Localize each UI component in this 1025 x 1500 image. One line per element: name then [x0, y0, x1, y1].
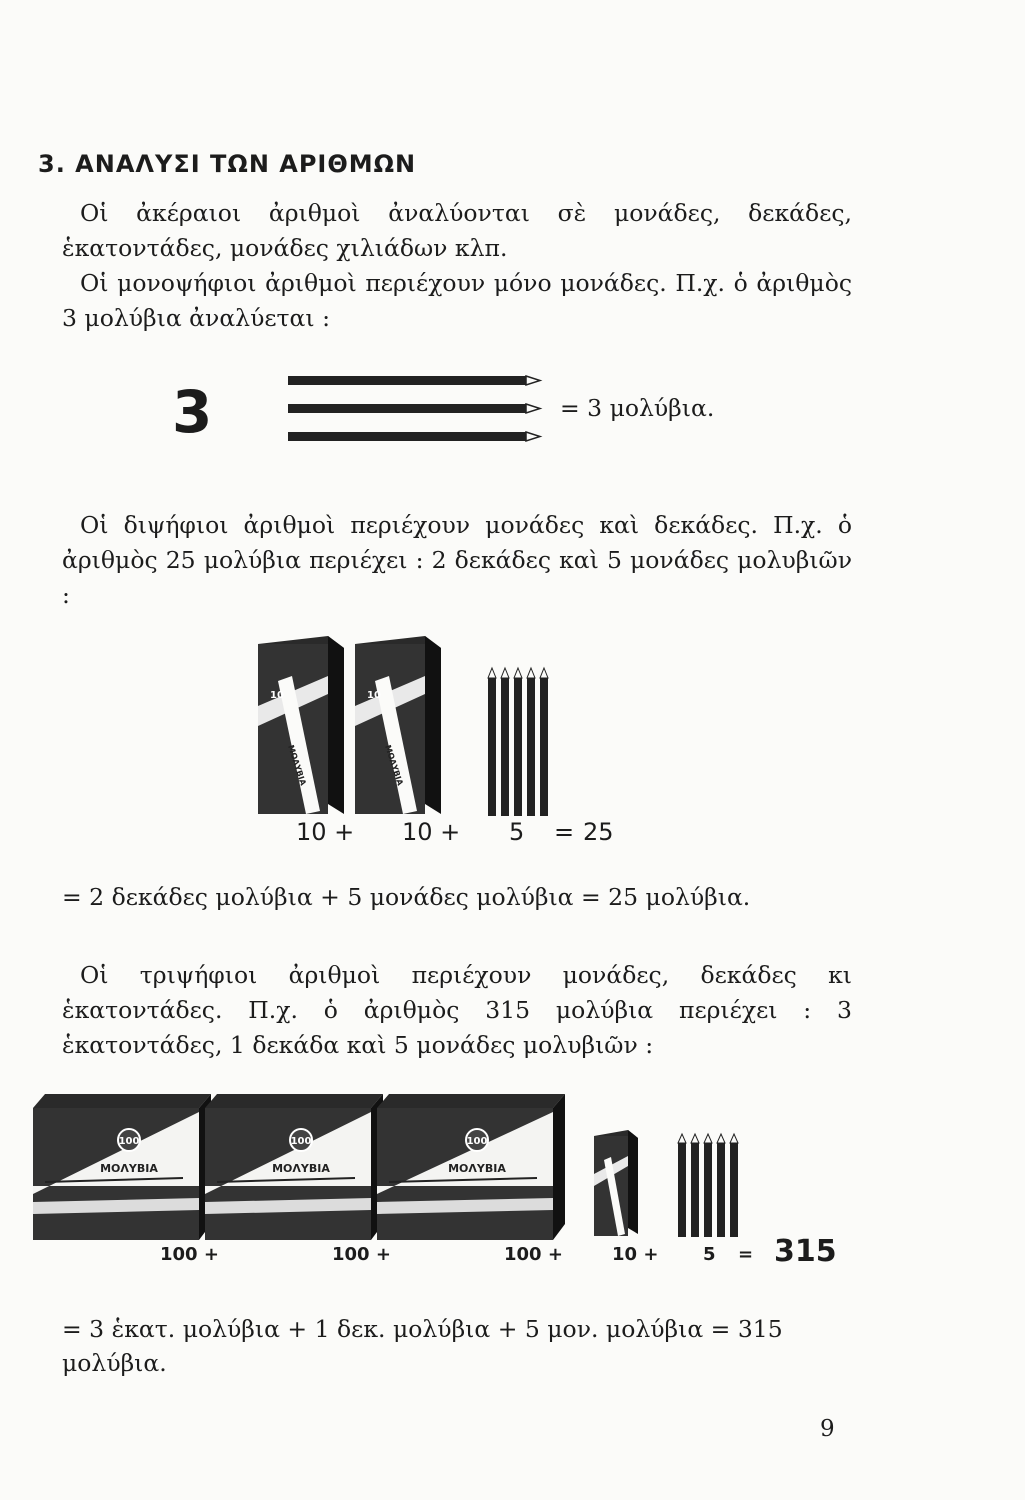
pencil — [678, 1134, 686, 1237]
paragraph-three-digit — [62, 958, 852, 1063]
box-of-ten-pencils — [355, 636, 441, 820]
pencil — [288, 404, 540, 413]
box-of-ten-pencils — [594, 1130, 638, 1238]
pencil — [730, 1134, 738, 1237]
pencil — [717, 1134, 725, 1237]
eq315-term-ten: 10 + — [612, 1244, 659, 1265]
eq25-result: 25 — [583, 818, 614, 846]
pencil — [488, 668, 496, 816]
eq25-term-five: 5 — [509, 818, 525, 846]
box-of-ten-word: ΜΟΛΥΒΙΑ — [286, 743, 308, 787]
page-number: 9 — [820, 1416, 835, 1442]
five-single-pencils — [678, 1134, 742, 1238]
paragraph-integers — [62, 196, 852, 266]
box-of-hundred-pencils — [205, 1094, 383, 1240]
three-pencils-illustration — [288, 372, 548, 452]
box-of-hundred-pencils — [33, 1094, 211, 1240]
paragraph-two-digit-text: Οἱ διψήφιοι ἀριθμοὶ περιέχουν μονάδες καὶ δεκάδες. Π.χ. ὁ ἀριθμὸς 25 μολύβια περιέχει : 2 δεκάδες καὶ 5 μονάδες μολυβιῶν : — [62, 511, 852, 609]
pencil — [288, 376, 540, 385]
box-of-hundred-label: 100 — [466, 1136, 488, 1147]
eq315-equals: = — [738, 1244, 754, 1265]
box-of-hundred-word: ΜΟΛΥΒΙΑ — [272, 1162, 330, 1175]
paragraph-integers-text: Οἱ ἀκέραιοι ἀριθμοὶ ἀναλύονται σὲ μονάδες, δεκάδες, ἑκατοντάδες, μονάδες χιλιάδων κλπ. — [62, 199, 852, 262]
five-single-pencils — [488, 668, 552, 818]
pencil — [514, 668, 522, 816]
example315-result-line: = 3 ἑκατ. μολύβια + 1 δεκ. μολύβια + 5 μον. μολύβια = 315 — [62, 1315, 783, 1343]
paragraph-single-digit — [62, 266, 852, 336]
eq315-term-hundred-c: 100 + — [504, 1244, 563, 1265]
box-of-hundred-label: 100 — [290, 1136, 312, 1147]
eq25-term-ten-b: 10 + — [402, 818, 461, 846]
paragraph-single-digit-text: Οἱ μονοψήφιοι ἀριθμοὶ περιέχουν μόνο μονάδες. Π.χ. ὁ ἀριθμὸς 3 μολύβια ἀναλύεται : — [62, 269, 852, 332]
eq25-term-ten-a: 10 + — [296, 818, 355, 846]
three-equation: = 3 μολύβια. — [560, 394, 715, 422]
paragraph-two-digit — [62, 508, 852, 613]
eq315-term-hundred-b: 100 + — [332, 1244, 391, 1265]
eq315-term-hundred-a: 100 + — [160, 1244, 219, 1265]
pencil — [288, 432, 540, 441]
pencil — [691, 1134, 699, 1237]
box-of-hundred-word: ΜΟΛΥΒΙΑ — [100, 1162, 158, 1175]
box-of-ten-label: 10 — [270, 690, 284, 701]
example25-result-line: = 2 δεκάδες μολύβια + 5 μονάδες μολύβια = 25 μολύβια. — [62, 883, 751, 911]
example315-result-line-continued: μολύβια. — [62, 1349, 167, 1377]
box-of-ten-pencils — [258, 636, 344, 820]
box-of-ten-label: 10 — [367, 690, 381, 701]
paragraph-three-digit-text: Οἱ τριψήφιοι ἀριθμοὶ περιέχουν μονάδες, δεκάδες κι ἑκατοντάδες. Π.χ. ὁ ἀριθμὸς 315 μολύβια περιέχει : 3 ἑκατοντάδες, 1 δεκάδα καὶ 5 μονάδες μολυβιῶν : — [62, 961, 852, 1059]
pencil — [704, 1134, 712, 1237]
box-of-hundred-label: 100 — [118, 1136, 140, 1147]
pencil — [527, 668, 535, 816]
eq315-result: 315 — [774, 1234, 837, 1269]
box-of-hundred-word: ΜΟΛΥΒΙΑ — [448, 1162, 506, 1175]
eq315-term-five: 5 — [703, 1244, 716, 1265]
numeral-three: 3 — [172, 378, 213, 446]
box-of-hundred-pencils — [377, 1094, 565, 1240]
eq25-equals: = — [554, 818, 575, 846]
section-heading: 3. ΑΝΑΛΥΣΙ ΤΩΝ ΑΡΙΘΜΩΝ — [38, 150, 417, 178]
pencil — [540, 668, 548, 816]
box-of-ten-word: ΜΟΛΥΒΙΑ — [383, 743, 405, 787]
pencil — [501, 668, 509, 816]
